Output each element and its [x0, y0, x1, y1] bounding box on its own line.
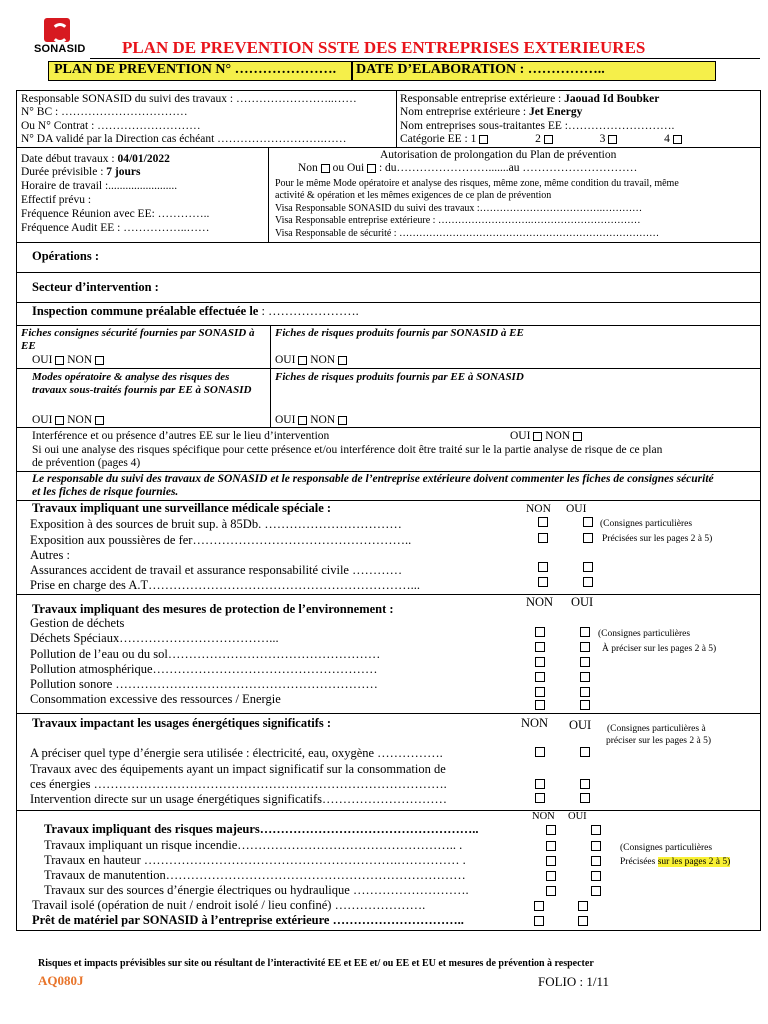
fiche-risques-ee-choice: OUI NON [275, 414, 347, 427]
surv-note-1: (Consignes particulières [600, 519, 693, 529]
ee-category: Catégorie EE : 1 2 3 4 [400, 133, 682, 146]
surv-assurances-oui[interactable] [583, 562, 593, 572]
responsibility-note: Le responsable du suivi des travaux de SONASID et le responsable de l’entreprise extérieure doivent commenter les fiches de consignes sécurité et les fiches de risque fournies. [32, 473, 714, 498]
title-underline [90, 58, 760, 59]
auth-text-2: activité & opération et les mêmes exigences de ce plan de prévention [275, 190, 552, 201]
logo-text: SONASID [34, 43, 86, 55]
auth-title: Autorisation de prolongation du Plan de prévention [380, 149, 617, 161]
energie-oui: OUI [569, 718, 592, 732]
env-item-eau: Pollution de l’eau ou du sol…………………………………………… [30, 647, 381, 661]
env-speciaux-oui[interactable] [580, 627, 590, 637]
env-title: Travaux impliquant des mesures de protection de l’environnement : [32, 602, 394, 616]
surv-at-non[interactable] [538, 577, 548, 587]
plan-number-label[interactable]: PLAN DE PREVENTION N° …………………. [54, 62, 337, 77]
majeurs-incendie: Travaux impliquant un risque incendie…………………………………………….. . [44, 838, 463, 852]
energie-energies-non[interactable] [535, 779, 545, 789]
majeurs-title-non[interactable] [546, 825, 556, 835]
energie-item-equipements: Travaux avec des équipements ayant un impact significatif sur la consommation de [30, 762, 446, 776]
duration: Durée prévisible : 7 jours [21, 166, 141, 178]
folio: FOLIO : 1/11 [538, 974, 610, 989]
surveillance-non: NON [526, 503, 551, 515]
visa-sonasid: Visa Responsable SONASID du suivi des travaux :……………………………….………… [275, 203, 643, 214]
auth-text-1: Pour le même Mode opératoire et analyse des risques, même zone, même condition du travail, même [275, 178, 679, 189]
env-extra-non[interactable] [535, 700, 545, 710]
majeurs-hauteur-non[interactable] [546, 856, 556, 866]
interference-line: Interférence et ou présence d’autres EE sur le lieu d’intervention [32, 430, 330, 442]
bc-number: N° BC : …………………………… [21, 106, 188, 118]
env-item-atmo: Pollution atmosphérique……………………………………………… [30, 662, 378, 676]
majeurs-note-2: Précisées sur les pages 2 à 5) [620, 857, 731, 867]
elaboration-date-label[interactable]: DATE D’ELABORATION : …………….. [356, 62, 605, 77]
surv-assurances-non[interactable] [538, 562, 548, 572]
majeurs-manutention: Travaux de manutention……………………………………………………………… [44, 868, 466, 882]
majeurs-energie-oui[interactable] [591, 886, 601, 896]
pret-oui[interactable] [578, 916, 588, 926]
secteur-label: Secteur d’intervention : [32, 280, 159, 294]
ee-name: Nom entreprise extérieure : Jet Energy [400, 106, 583, 118]
majeurs-incendie-oui[interactable] [591, 841, 601, 851]
surv-poussieres-non[interactable] [538, 533, 548, 543]
env-extra-oui[interactable] [580, 700, 590, 710]
env-sonore-oui[interactable] [580, 672, 590, 682]
start-date: Date début travaux : 04/01/2022 [21, 153, 170, 165]
pret-materiel: Prêt de matériel par SONASID à l’entreprise extérieure ………………………….. [32, 913, 464, 927]
env-oui: OUI [571, 595, 594, 609]
surv-item-poussieres: Exposition aux poussières de fer…………………………………………….. [30, 533, 412, 547]
majeurs-hauteur-oui[interactable] [591, 856, 601, 866]
surveillance-oui: OUI [566, 503, 587, 515]
env-item-dechets: Gestion de déchets [30, 616, 125, 630]
visa-securite: Visa Responsable de sécurité : …………………………………………………………………… [275, 228, 660, 239]
pret-non[interactable] [534, 916, 544, 926]
resp-ee: Responsable entreprise extérieure : Jaouad Id Boubker [400, 93, 660, 105]
energie-note-1: (Consignes particulières à [607, 724, 706, 734]
auth-choice: Non ou Oui : du…………………….......au ………………………… [298, 162, 638, 174]
majeurs-incendie-non[interactable] [546, 841, 556, 851]
resp-sonasid: Responsable SONASID du suivi des travaux : ……………………..…… [21, 93, 357, 105]
majeurs-non: NON [532, 811, 555, 822]
fiche-modes-choice: OUI NON [32, 414, 104, 427]
env-item-ressources: Consommation excessive des ressources / Energie [30, 692, 281, 706]
visa-ee: Visa Responsable entreprise extérieure : ……………………….…………………………… [275, 215, 641, 226]
audit-frequency: Fréquence Audit EE : ……………..…… [21, 222, 210, 234]
surv-item-assurances: Assurances accident de travail et assurance responsabilité civile ………… [30, 563, 403, 577]
staff-count: Effectif prévu : [21, 194, 92, 206]
energie-non: NON [521, 716, 549, 730]
env-note-2: À préciser sur les pages 2 à 5) [602, 644, 717, 654]
interference-note-1: Si oui une analyse des risques spécifique pour cette présence et/ou interférence doit être traité sur le la partie analyse de risque de ce plan [32, 444, 663, 456]
energie-intervention-oui[interactable] [580, 793, 590, 803]
interference-note-2: de prévention (pages 4) [32, 457, 141, 469]
fiche-risques-sonasid: Fiches de risques produits fournis par SONASID à EE [275, 327, 524, 339]
env-item-sonore: Pollution sonore ……………………………………………………… [30, 677, 378, 691]
energie-intervention-non[interactable] [535, 793, 545, 803]
energie-title: Travaux impactant les usages énergétiques significatifs : [32, 716, 332, 730]
fiche-modes-operatoires: Modes opératoire & analyse des risques des travaux sous-traités fournis par EE à SONASID [32, 371, 252, 396]
energie-item-energies: ces énergies …………………………………………………………………………. [30, 777, 447, 791]
surv-note-2: Précisées sur les pages 2 à 5) [602, 534, 713, 544]
isole-non[interactable] [534, 901, 544, 911]
work-hours: Horaire de travail :........................ [21, 180, 178, 192]
surv-at-oui[interactable] [583, 577, 593, 587]
energie-note-2: préciser sur les pages 2 à 5) [606, 736, 711, 746]
env-note-1: (Consignes particulières [598, 629, 691, 639]
majeurs-manutention-non[interactable] [546, 871, 556, 881]
env-atmo-oui[interactable] [580, 657, 590, 667]
surv-bruit-non[interactable] [538, 517, 548, 527]
env-atmo-non[interactable] [535, 657, 545, 667]
majeurs-energie: Travaux sur des sources d’énergie électriques ou hydraulique ………………………. [44, 883, 469, 897]
isole-oui[interactable] [578, 901, 588, 911]
energie-type-oui[interactable] [580, 747, 590, 757]
env-speciaux-non[interactable] [535, 627, 545, 637]
page-title: PLAN DE PREVENTION SSTE DES ENTREPRISES EXTERIEURES [122, 38, 646, 57]
surv-item-bruit: Exposition à des sources de bruit sup. à 85Db. …………………………… [30, 517, 402, 531]
fiche-risques-sonasid-choice: OUI NON [275, 354, 347, 367]
fiche-consignes-choice: OUI NON [32, 354, 104, 367]
majeurs-title-oui[interactable] [591, 825, 601, 835]
surv-item-autres: Autres : [30, 548, 70, 562]
logo-icon [44, 18, 70, 42]
fiche-risques-ee: Fiches de risques produits fournis par EE à SONASID [275, 371, 524, 383]
majeurs-manutention-oui[interactable] [591, 871, 601, 881]
operations-label: Opérations : [32, 249, 100, 263]
surv-poussieres-oui[interactable] [583, 533, 593, 543]
energie-type-non[interactable] [535, 747, 545, 757]
interference-choice: OUI NON [510, 430, 582, 443]
energie-item-type: A préciser quel type d’énergie sera utilisée : électricité, eau, oxygène ……………. [30, 746, 443, 760]
ee-subcontractors: Nom entreprises sous-traitantes EE :………………………. [400, 120, 675, 132]
env-eau-oui[interactable] [580, 642, 590, 652]
energie-energies-oui[interactable] [580, 779, 590, 789]
da-number: N° DA validé par la Direction cas échéant ……………………….…… [21, 133, 347, 145]
majeurs-hauteur: Travaux en hauteur …………………………………………………….…………… . [44, 853, 466, 867]
env-eau-non[interactable] [535, 642, 545, 652]
document-code: AQ080J [38, 973, 84, 988]
sonasid-logo [34, 18, 90, 58]
env-item-speciaux: Déchets Spéciaux………………………………... [30, 631, 279, 645]
surv-item-at: Prise en charge des A.T………………………………………………………... [30, 578, 421, 592]
env-ressources-non[interactable] [535, 687, 545, 697]
surveillance-title: Travaux impliquant une surveillance médicale spéciale : [32, 501, 332, 515]
env-non: NON [526, 595, 554, 609]
env-ressources-oui[interactable] [580, 687, 590, 697]
majeurs-oui: OUI [568, 811, 587, 822]
majeurs-note-1: (Consignes particulières [620, 843, 713, 853]
majeurs-energie-non[interactable] [546, 886, 556, 896]
surv-bruit-oui[interactable] [583, 517, 593, 527]
majeurs-title: Travaux impliquant des risques majeurs…………………………………………….. [44, 822, 479, 836]
env-sonore-non[interactable] [535, 672, 545, 682]
inspection-label: Inspection commune préalable effectuée le : …………………. [32, 304, 359, 318]
travail-isole: Travail isolé (opération de nuit / endroit isolé / lieu confiné) …………………. [32, 898, 426, 912]
fiche-consignes: Fiches consignes sécurité fournies par SONASID à EE [21, 327, 255, 352]
contract-number: Ou N° Contrat : ……………………… [21, 120, 201, 132]
meeting-frequency: Fréquence Réunion avec EE: ………….. [21, 208, 210, 220]
footer-note: Risques et impacts prévisibles sur site ou résultant de l’interactivité EE et EE et/ ou EE et EU et mesures de prévention à respecter [38, 958, 594, 969]
energie-item-intervention: Intervention directe sur un usage énergétiques significatifs………………………… [30, 792, 448, 806]
